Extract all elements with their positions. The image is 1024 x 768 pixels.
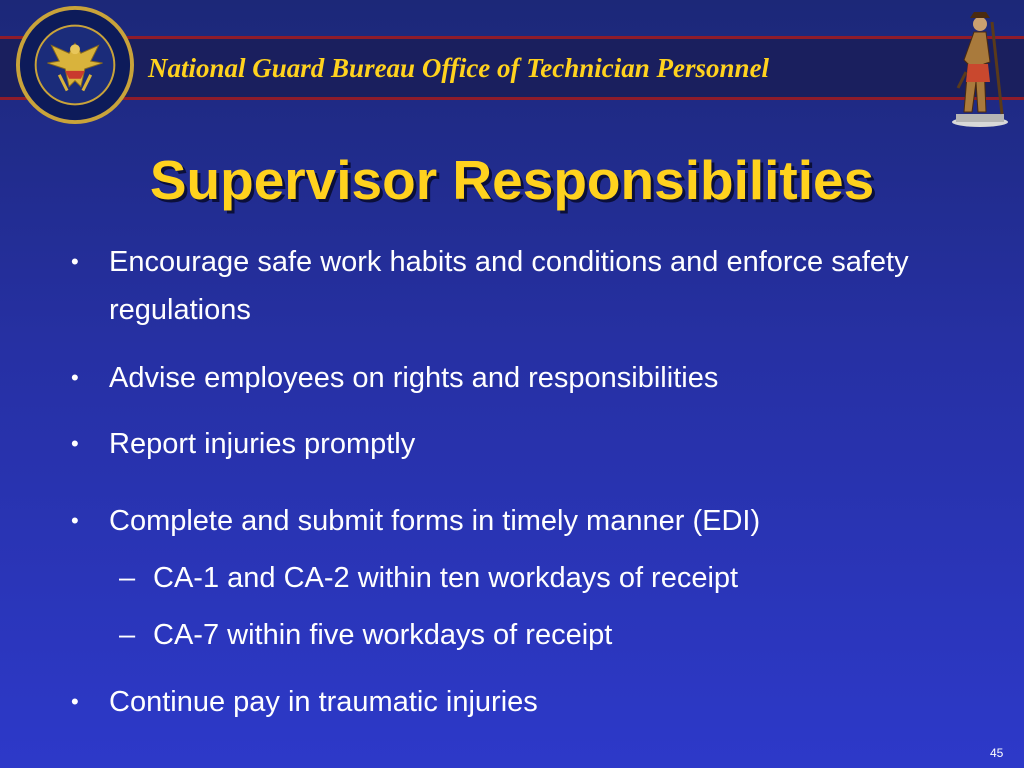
bullet-item [71, 354, 969, 402]
bullet-item [71, 678, 969, 726]
bullet-text: Continue pay in traumatic injuries [109, 686, 538, 718]
sub-bullet-text: CA-7 within five workdays of receipt [153, 619, 613, 651]
bullet-item [71, 497, 969, 545]
bullet-text: Encourage safe work habits and conditions and enforce safety regulations [109, 246, 909, 326]
bullet-text: Report injuries promptly [109, 428, 416, 460]
sub-bullet-text: CA-1 and CA-2 within ten workdays of receipt [153, 562, 739, 594]
bullet-item [71, 238, 969, 334]
bullet-item [71, 420, 969, 468]
bullet-marker: • [71, 365, 79, 390]
bullet-text: Complete and submit forms in timely manner (EDI) [109, 505, 761, 537]
sub-bullet-marker: – [119, 562, 136, 594]
slide-title: Supervisor Responsibilities [149, 149, 875, 211]
sub-bullet-item [119, 554, 973, 602]
bullet-marker: • [71, 431, 79, 456]
sub-bullet-item [119, 611, 973, 659]
banner-title: National Guard Bureau Office of Technician Personnel [148, 53, 770, 83]
bullet-marker: • [71, 508, 79, 533]
page-number: 45 [990, 746, 1004, 760]
bullet-marker: • [71, 249, 79, 274]
sub-bullet-marker: – [119, 619, 136, 651]
bullet-text: Advise employees on rights and responsibilities [109, 362, 719, 394]
bullet-marker: • [71, 689, 79, 714]
